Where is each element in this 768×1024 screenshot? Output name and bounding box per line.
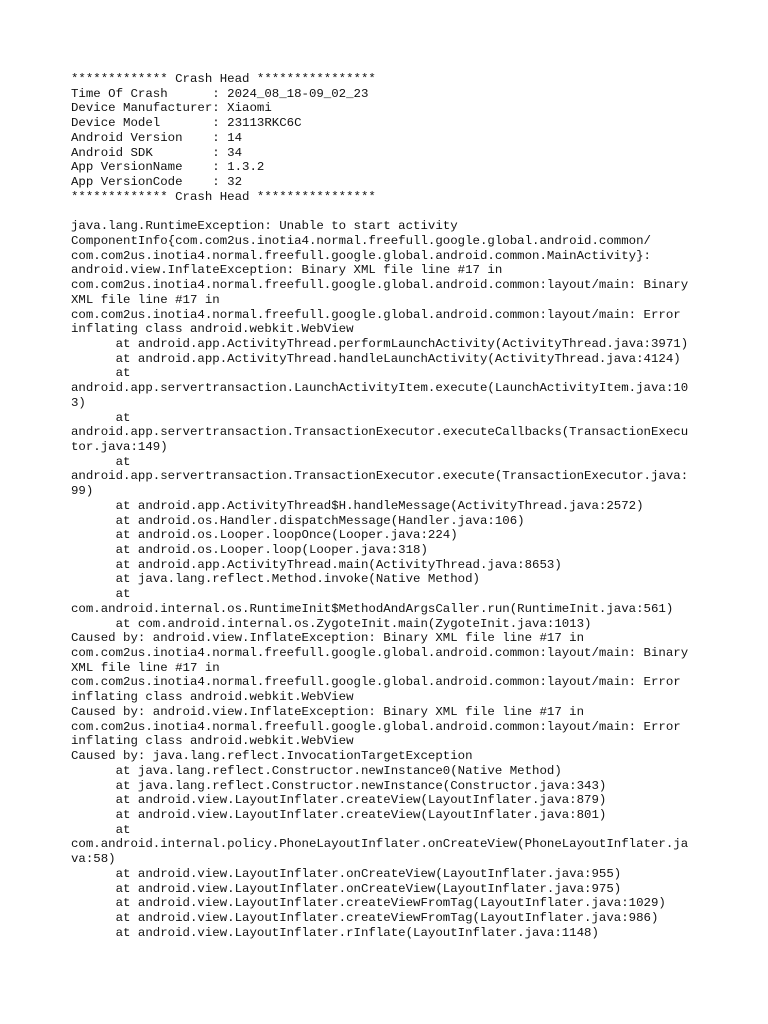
log-line: com.com2us.inotia4.normal.freefull.google.global.android.common:layout/main: Binary (71, 646, 689, 661)
log-line: at (71, 587, 131, 602)
log-line: Caused by: java.lang.reflect.InvocationTargetException (71, 749, 473, 764)
log-line: ************* Crash Head **************** (71, 189, 376, 204)
log-line: Caused by: android.view.InflateException: Binary XML file line #17 in (71, 631, 585, 646)
log-line: com.com2us.inotia4.normal.freefull.google.global.android.common:layout/main: Error (71, 307, 681, 322)
log-line: at java.lang.reflect.Constructor.newInstance(Constructor.java:343) (71, 778, 607, 793)
log-line: at android.view.LayoutInflater.createViewFromTag(LayoutInflater.java:986) (71, 910, 659, 925)
log-line: XML file line #17 in (71, 660, 220, 675)
log-line: java.lang.RuntimeException: Unable to start activity (71, 219, 458, 234)
log-line: at android.view.LayoutInflater.createView(LayoutInflater.java:879) (71, 793, 607, 808)
log-line: at android.os.Looper.loopOnce(Looper.java:224) (71, 528, 458, 543)
log-line: inflating class android.webkit.WebView (71, 690, 354, 705)
log-line: Device Model : 23113RKC6C (71, 116, 302, 131)
log-line: ************* Crash Head **************** (71, 72, 376, 86)
log-line: com.android.internal.os.RuntimeInit$MethodAndArgsCaller.run(RuntimeInit.java:561) (71, 601, 674, 616)
log-line: Time Of Crash : 2024_08_18-09_02_23 (71, 86, 369, 101)
log-line: at android.view.LayoutInflater.onCreateView(LayoutInflater.java:975) (71, 881, 622, 896)
log-line: com.com2us.inotia4.normal.freefull.google.global.android.common.MainActivity}: (71, 248, 651, 263)
log-line: at android.view.LayoutInflater.onCreateView(LayoutInflater.java:955) (71, 866, 622, 881)
log-line: com.com2us.inotia4.normal.freefull.google.global.android.common:layout/main: Error (71, 719, 681, 734)
crash-log-text (71, 72, 711, 940)
log-line: android.app.servertransaction.LaunchActivityItem.execute(LaunchActivityItem.java:10 (71, 381, 689, 396)
log-line: at java.lang.reflect.Method.invoke(Native Method) (71, 572, 480, 587)
log-line: inflating class android.webkit.WebView (71, 322, 354, 337)
log-line: at android.app.ActivityThread.performLaunchActivity(ActivityThread.java:3971) (71, 336, 689, 351)
log-line: at android.app.ActivityThread.main(ActivityThread.java:8653) (71, 557, 562, 572)
log-line: android.app.servertransaction.TransactionExecutor.executeCallbacks(TransactionExecu (71, 425, 689, 440)
log-line: Caused by: android.view.InflateException: Binary XML file line #17 in (71, 704, 585, 719)
log-line: at com.android.internal.os.ZygoteInit.main(ZygoteInit.java:1013) (71, 616, 592, 631)
log-line: android.view.InflateException: Binary XML file line #17 in (71, 263, 503, 278)
log-line: at java.lang.reflect.Constructor.newInstance0(Native Method) (71, 763, 562, 778)
log-line: App VersionCode : 32 (71, 175, 243, 190)
log-line: at android.os.Looper.loop(Looper.java:318) (71, 543, 428, 557)
log-line: Device Manufacturer: Xiaomi (71, 101, 272, 116)
log-line: at android.view.LayoutInflater.rInflate(LayoutInflater.java:1148) (71, 925, 599, 940)
log-line: Android Version : 14 (71, 130, 243, 145)
log-line: android.app.servertransaction.TransactionExecutor.execute(TransactionExecutor.java: (71, 469, 689, 484)
log-line: at android.view.LayoutInflater.createViewFromTag(LayoutInflater.java:1029) (71, 896, 666, 911)
log-line: com.android.internal.policy.PhoneLayoutInflater.onCreateView(PhoneLayoutInflater.ja (71, 837, 689, 852)
log-line: App VersionName : 1.3.2 (71, 160, 265, 175)
log-line: at (71, 410, 131, 425)
log-line: va:58) (71, 852, 116, 867)
log-line: at android.app.ActivityThread.handleLaunchActivity(ActivityThread.java:4124) (71, 351, 681, 366)
log-line: com.com2us.inotia4.normal.freefull.google.global.android.common:layout/main: Binary (71, 278, 689, 293)
log-line: ComponentInfo{com.com2us.inotia4.normal.freefull.google.global.android.common/ (71, 233, 651, 248)
log-line: Android SDK : 34 (71, 145, 243, 160)
log-line: 99) (71, 484, 94, 499)
log-line: at android.app.ActivityThread$H.handleMessage(ActivityThread.java:2572) (71, 498, 644, 513)
log-line: com.com2us.inotia4.normal.freefull.google.global.android.common:layout/main: Error (71, 675, 681, 690)
log-line: at (71, 822, 131, 837)
log-line: inflating class android.webkit.WebView (71, 734, 354, 749)
log-line: at (71, 454, 131, 469)
log-line (71, 204, 711, 219)
log-line: at android.os.Handler.dispatchMessage(Handler.java:106) (71, 513, 525, 528)
log-line: at android.view.LayoutInflater.createView(LayoutInflater.java:801) (71, 807, 607, 822)
log-line: XML file line #17 in (71, 292, 220, 307)
log-line: tor.java:149) (71, 439, 168, 454)
log-line: at (71, 366, 131, 381)
log-line: 3) (71, 395, 86, 410)
